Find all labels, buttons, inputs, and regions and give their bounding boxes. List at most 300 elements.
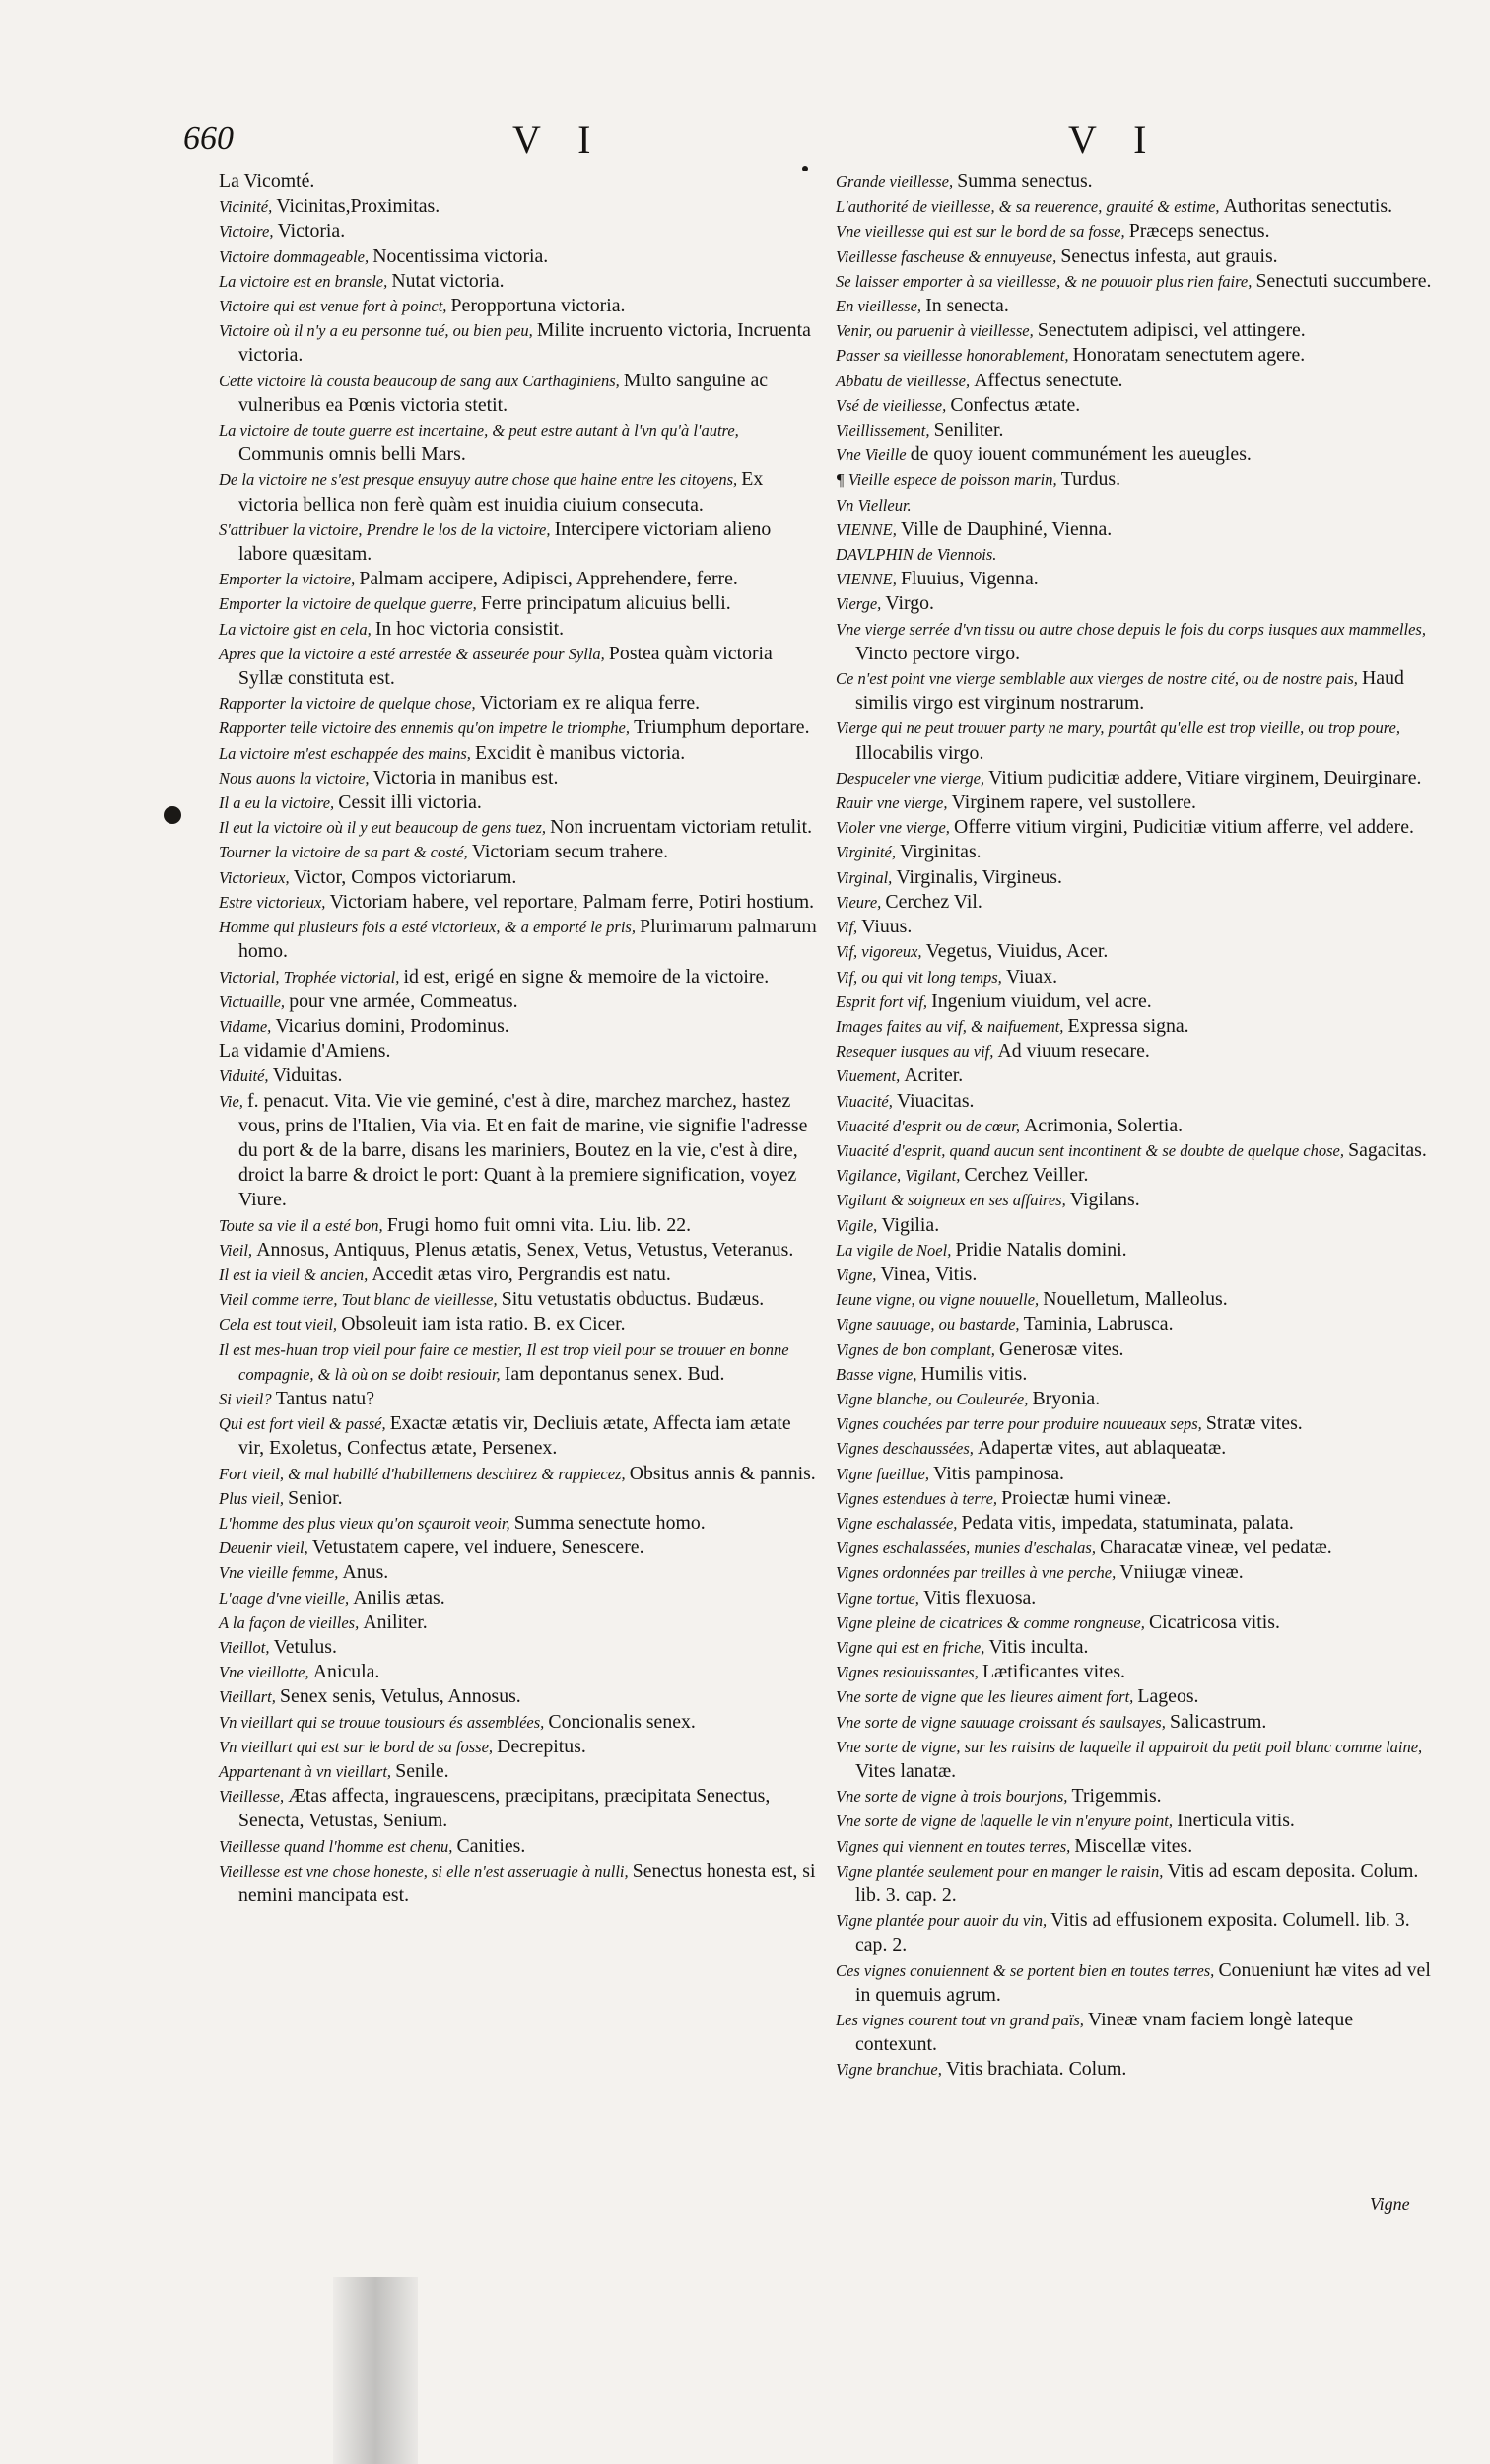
dictionary-entry: [836, 1238, 1435, 1263]
entry-latin: Anicula.: [312, 1661, 380, 1683]
entry-latin: Seniliter.: [933, 419, 1004, 442]
dictionary-entry: [836, 443, 1435, 467]
entry-french: En vieillesse,: [836, 297, 926, 316]
dictionary-entry: [836, 517, 1435, 542]
entry-french: Victoire dommageable,: [219, 246, 373, 266]
entry-latin: Virginem rapere, vel sustollere.: [951, 791, 1196, 814]
dictionary-entry: [836, 1387, 1435, 1411]
dictionary-entry: [836, 1014, 1435, 1039]
dictionary-entry: [219, 1312, 818, 1336]
entry-latin: Vitis pampinosa.: [933, 1462, 1065, 1484]
dictionary-entry: [836, 1362, 1435, 1387]
entry-french: Homme qui plusieurs fois a esté victorieux, & a emporté le pris,: [219, 918, 641, 937]
entry-latin: Vniiugæ vineæ.: [1119, 1561, 1244, 1584]
entry-french: Vne vieille femme,: [219, 1563, 343, 1583]
entry-latin: Vegetus, Viuidus, Acer.: [925, 940, 1109, 963]
entry-latin: Fluuius, Vigenna.: [901, 568, 1039, 590]
entry-french: Vigne fueillue,: [836, 1464, 934, 1483]
entry-latin: Acrimonia, Solertia.: [1024, 1114, 1184, 1136]
entry-latin: Trigemmis.: [1071, 1785, 1162, 1808]
entry-latin: de quoy iouent communément les aueugles.: [910, 444, 1252, 466]
entry-latin: Vetulus.: [273, 1635, 337, 1658]
dictionary-entry: [219, 642, 818, 691]
entry-french: Qui est fort vieil & passé,: [219, 1414, 390, 1434]
dictionary-entry: [836, 815, 1435, 840]
entry-latin: Illocabilis virgo.: [855, 741, 984, 764]
entry-french: Cette victoire là cousta beaucoup de sang aux Carthaginiens,: [219, 371, 624, 390]
entry-french: Vif, vigoreux,: [836, 942, 926, 962]
dictionary-entry: [219, 418, 818, 467]
dictionary-entry: [836, 1436, 1435, 1461]
entry-latin: Generosæ vites.: [999, 1337, 1124, 1360]
entry-latin: Peropportuna victoria.: [450, 295, 626, 317]
entry-french: Vicinité,: [219, 197, 277, 217]
entry-latin: Vitium pudicitiæ addere, Vitiare virginem, Deuirginare.: [988, 766, 1422, 788]
entry-latin: Viuacitas.: [897, 1089, 975, 1112]
dictionary-entry: [836, 194, 1435, 219]
entry-latin: Vincto pectore virgo.: [855, 642, 1021, 664]
entry-french: A la façon de vieilles,: [219, 1612, 364, 1632]
entry-latin: Excidit è manibus victoria.: [475, 741, 686, 764]
entry-french: La victoire de toute guerre est incertaine, & peut estre autant à l'vn qu'à l'autre,: [219, 421, 739, 441]
dictionary-entry: [836, 990, 1435, 1014]
entry-french: Vieillot,: [219, 1637, 274, 1657]
dictionary-entry: [219, 517, 818, 567]
entry-french: Emporter la victoire de quelque guerre,: [219, 594, 481, 614]
entry-french: Basse vigne,: [836, 1364, 921, 1384]
dictionary-entry: [836, 666, 1435, 716]
entry-latin: Nouelletum, Malleolus.: [1043, 1288, 1228, 1311]
dictionary-entry: [219, 591, 818, 616]
dictionary-entry: [219, 1635, 818, 1660]
entry-latin: Humilis vitis.: [920, 1362, 1028, 1385]
entry-latin: Virginalis, Virgineus.: [896, 865, 1062, 888]
entry-latin: Taminia, Labrusca.: [1023, 1313, 1174, 1335]
dictionary-entry: [219, 1511, 818, 1536]
entry-french: Vigilant & soigneux en ses affaires,: [836, 1191, 1070, 1210]
entry-french: Ces vignes conuiennent & se portent bien en toutes terres,: [836, 1960, 1219, 1980]
entry-french: Vieil,: [219, 1240, 257, 1260]
dictionary-entry: [836, 840, 1435, 864]
dictionary-entry: [836, 1635, 1435, 1660]
dictionary-entry: [836, 1138, 1435, 1163]
entry-latin: Vitis ad escam deposita. Colum. lib. 3. cap. 2.: [855, 1859, 1419, 1907]
entry-french: Virginal,: [836, 867, 897, 887]
entry-french: Vignes resiouissantes,: [836, 1663, 982, 1682]
entry-latin: Haud similis virgo est virginum nostrarum.: [855, 667, 1404, 715]
entry-french: Rapporter telle victoire des ennemis qu'on impetre le triomphe,: [219, 719, 635, 738]
dictionary-entry: [836, 617, 1435, 666]
entry-french: Vigne,: [836, 1265, 881, 1284]
entry-french: Si vieil?: [219, 1389, 276, 1408]
entry-french: Vne sorte de vigne que les lieures aiment fort,: [836, 1687, 1138, 1707]
entry-latin: Nutat victoria.: [391, 269, 505, 292]
entry-latin: Intercipere victoriam alieno labore quæsitam.: [238, 517, 772, 566]
entry-latin: Senectuti succumbere.: [1255, 269, 1432, 292]
entry-latin: Cerchez Veiller.: [964, 1164, 1089, 1187]
page-header: [0, 116, 1490, 166]
entry-french: Vignes de bon complant,: [836, 1339, 1000, 1359]
entry-latin: In hoc victoria consistit.: [374, 617, 565, 640]
entry-french: Vierge,: [836, 594, 886, 614]
entry-latin: Lætificantes vites.: [982, 1661, 1125, 1683]
dictionary-entry: [836, 1089, 1435, 1114]
entry-french: Vsé de vieillesse,: [836, 395, 951, 415]
dictionary-entry: [219, 467, 818, 516]
dictionary-entry: [219, 269, 818, 294]
entry-latin: Ingenium viuidum, vel acre.: [931, 990, 1152, 1012]
dictionary-entry: [836, 1039, 1435, 1063]
entry-latin: Cerchez Vil.: [885, 890, 982, 913]
entry-french: Vie,: [219, 1091, 248, 1111]
dictionary-entry: [219, 1462, 818, 1486]
dictionary-entry: [836, 393, 1435, 418]
entry-latin: In senecta.: [925, 295, 1009, 317]
dictionary-entry: [836, 493, 1435, 517]
dictionary-entry: [219, 815, 818, 840]
dictionary-entry: [836, 1486, 1435, 1511]
entry-french: Vigne qui est en friche,: [836, 1637, 989, 1657]
entry-latin: Pridie Natalis domini.: [955, 1238, 1127, 1261]
entry-latin: Acriter.: [904, 1064, 964, 1087]
entry-latin: Iam depontanus senex. Bud.: [504, 1362, 725, 1385]
entry-french: L'homme des plus vieux qu'on sçauroit veoir,: [219, 1513, 514, 1533]
dictionary-entry: [836, 1735, 1435, 1784]
entry-latin: Nocentissima victoria.: [372, 244, 549, 267]
entry-latin: La Vicomté.: [219, 171, 315, 192]
entry-latin: Anilis ætas.: [353, 1586, 445, 1608]
entry-latin: Vinea, Vitis.: [880, 1263, 978, 1285]
entry-latin: Turdus.: [1060, 468, 1121, 491]
entry-french: Viuacité,: [836, 1091, 898, 1111]
dictionary-entry: [219, 1586, 818, 1610]
entry-french: Les vignes courent tout vn grand païs,: [836, 2011, 1089, 2030]
entry-latin: Virginitas.: [900, 841, 982, 863]
dictionary-entry: [219, 1039, 818, 1063]
dictionary-entry: [219, 244, 818, 269]
entry-french: Vieillesse fascheuse & ennuyeuse,: [836, 246, 1061, 266]
entry-latin: Vitis inculta.: [988, 1635, 1089, 1658]
entry-french: Vif, ou qui vit long temps,: [836, 967, 1006, 987]
entry-latin: Senex senis, Vetulus, Annosus.: [280, 1685, 521, 1708]
entry-french: VIENNE,: [836, 570, 901, 589]
entry-french: Il est mes-huan trop vieil pour faire ce mestier, Il est trop vieil pour se trouuer en bonne compagnie, & là où on se doibt resiouir,: [219, 1339, 789, 1384]
entry-french: Apres que la victoire a esté arrestée & asseurée pour Sylla,: [219, 644, 609, 663]
dictionary-entry: [836, 1312, 1435, 1336]
entry-french: Viuement,: [836, 1066, 905, 1086]
entry-french: Vne sorte de vigne sauuage croissant és saulsayes,: [836, 1712, 1170, 1732]
dictionary-entry: [836, 1188, 1435, 1212]
entry-latin: Præceps senectus.: [1128, 220, 1270, 242]
entry-latin: Victoriam ex re aliqua ferre.: [479, 692, 701, 715]
entry-french: Virginité,: [836, 843, 901, 862]
dictionary-entry: [219, 1486, 818, 1511]
page-number: 660: [183, 120, 234, 157]
entry-latin: Ad viuum resecare.: [997, 1040, 1150, 1062]
dictionary-entry: [836, 1958, 1435, 2008]
dictionary-entry: [219, 965, 818, 990]
entry-french: Se laisser emporter à sa vieillesse, & ne pouuoir plus rien faire,: [836, 271, 1256, 291]
entry-french: Vieil comme terre, Tout blanc de vieillesse,: [219, 1290, 502, 1310]
entry-french: Cela est tout vieil,: [219, 1315, 342, 1335]
dictionary-entry: [219, 890, 818, 915]
dictionary-entry: [836, 269, 1435, 294]
dictionary-entry: [836, 1114, 1435, 1138]
dictionary-entry: [836, 1263, 1435, 1287]
entry-french: Despuceler vne vierge,: [836, 768, 989, 787]
entry-french: Vne sorte de vigne, sur les raisins de laquelle il appairoit du petit poil blanc comme laine,: [836, 1737, 1423, 1756]
dictionary-entry: [219, 741, 818, 766]
entry-latin: Vetustatem capere, vel induere, Senescere.: [311, 1537, 644, 1559]
entry-latin: Salicastrum.: [1169, 1710, 1267, 1733]
dictionary-entry: [836, 244, 1435, 269]
dictionary-entry: [836, 1163, 1435, 1188]
dictionary-entry: [836, 567, 1435, 591]
dictionary-entry: [219, 194, 818, 219]
entry-french: Vigne sauuage, ou bastarde,: [836, 1315, 1024, 1335]
dictionary-entry: [219, 1014, 818, 1039]
entry-french: Grande vieillesse,: [836, 172, 958, 191]
dictionary-entry: [219, 1536, 818, 1560]
dictionary-entry: [219, 1660, 818, 1684]
dictionary-entry: [836, 1586, 1435, 1610]
entry-latin: Victoriam habere, vel reportare, Palmam ferre, Potiri hostium.: [329, 890, 815, 913]
entry-latin: La vidamie d'Amiens.: [219, 1040, 391, 1062]
entry-french: La victoire est en bransle,: [219, 271, 392, 291]
dictionary-entry: [836, 716, 1435, 765]
entry-latin: Vineæ vnam faciem longè lateque contexunt.: [855, 2009, 1354, 2056]
entry-latin: Vicinitas,Proximitas.: [276, 195, 440, 218]
entry-latin: Vites lanatæ.: [855, 1760, 957, 1782]
entry-french: Vigile,: [836, 1215, 882, 1235]
entry-latin: Miscellæ vites.: [1074, 1834, 1193, 1857]
entry-french: Toute sa vie il a esté bon,: [219, 1215, 387, 1235]
dictionary-entry: [219, 790, 818, 815]
ink-blot: [802, 166, 808, 171]
entry-latin: Canities.: [456, 1834, 526, 1857]
entry-french: Vigne plantée seulement pour en manger le raisin,: [836, 1861, 1168, 1881]
dictionary-entry: [836, 1337, 1435, 1362]
entry-french: La victoire m'est eschappée des mains,: [219, 743, 475, 763]
entry-latin: Ville de Dauphiné, Vienna.: [901, 517, 1113, 540]
entry-french: Victorieux,: [219, 867, 294, 887]
entry-french: Resequer iusques au vif,: [836, 1042, 998, 1061]
entry-latin: Senile.: [395, 1760, 449, 1782]
dictionary-entry: [836, 890, 1435, 915]
dictionary-entry: [219, 318, 818, 368]
dictionary-entry: [219, 369, 818, 418]
entry-latin: Authoritas senectutis.: [1223, 195, 1393, 218]
entry-latin: Affectus senectute.: [974, 369, 1123, 391]
dictionary-entry: [836, 1213, 1435, 1238]
entry-latin: Postea quàm victoria Syllæ constituta est.: [238, 642, 773, 690]
entry-french: DAVLPHIN de Viennois.: [836, 545, 997, 565]
entry-french: Viuacité d'esprit ou de cœur,: [836, 1116, 1025, 1135]
dictionary-entry: [836, 965, 1435, 990]
entry-latin: id est, erigé en signe & memoire de la victoire.: [403, 965, 770, 988]
dictionary-entry: [219, 691, 818, 716]
entry-latin: Confectus ætate.: [950, 393, 1081, 416]
dictionary-entry: [219, 1784, 818, 1833]
entry-french: Rauir vne vierge,: [836, 793, 952, 813]
entry-french: La victoire gist en cela,: [219, 619, 375, 639]
dictionary-entry: [219, 1560, 818, 1585]
entry-latin: Decrepitus.: [497, 1735, 586, 1757]
dictionary-entry: [219, 1287, 818, 1312]
entry-latin: Vitis flexuosa.: [923, 1586, 1037, 1608]
entry-french: Images faites au vif, & naifuement,: [836, 1016, 1068, 1036]
entry-french: Fort vieil, & mal habillé d'habillemens deschirez & rappiecez,: [219, 1464, 630, 1483]
entry-french: Rapporter la victoire de quelque chose,: [219, 694, 480, 714]
entry-french: Vieillissement,: [836, 421, 934, 441]
running-head-right: V I: [1068, 117, 1161, 162]
entry-french: Vne sorte de vigne de laquelle le vin n'enyure point,: [836, 1812, 1178, 1831]
dictionary-entry: [836, 1660, 1435, 1684]
entry-latin: Bryonia.: [1032, 1387, 1101, 1409]
entry-french: Victorial, Trophée victorial,: [219, 967, 404, 987]
entry-french: L'authorité de vieillesse, & sa reuerence, grauité & estime,: [836, 197, 1224, 217]
entry-french: Passer sa vieillesse honorablement,: [836, 346, 1073, 366]
dictionary-entry: [219, 1710, 818, 1735]
entry-latin: pour vne armée, Commeatus.: [289, 990, 518, 1012]
entry-latin: Ex victoria bellica non ferè quàm est inuidia ciuium consecuta.: [238, 468, 764, 515]
entry-latin: Senior.: [288, 1486, 343, 1509]
dictionary-entry: [836, 1710, 1435, 1735]
dictionary-entry: [836, 1511, 1435, 1536]
entry-french: Vigne branchue,: [836, 2060, 946, 2080]
entry-french: Deuenir vieil,: [219, 1539, 312, 1558]
entry-french: Vigne pleine de cicatrices & comme rongneuse,: [836, 1612, 1149, 1632]
entry-latin: Ætas affecta, ingrauescens, præcipitans, præcipitata Senectus, Senecta, Vetustas, Senium.: [238, 1785, 771, 1832]
dictionary-entry: [836, 1859, 1435, 1908]
dictionary-entry: [836, 1411, 1435, 1436]
entry-french: Vignes qui viennent en toutes terres,: [836, 1836, 1075, 1856]
entry-french: Victoire qui est venue fort à poinct,: [219, 297, 451, 316]
entry-french: Vieillesse quand l'homme est chenu,: [219, 1836, 457, 1856]
entry-french: De la victoire ne s'est presque ensuyuy autre chose que haine entre les citoyens,: [219, 470, 742, 490]
entry-latin: Aniliter.: [363, 1610, 428, 1633]
dictionary-entry: [836, 467, 1435, 492]
dictionary-entry: [219, 1610, 818, 1635]
entry-latin: Viduitas.: [272, 1064, 343, 1087]
dictionary-entry: [836, 369, 1435, 393]
entry-french: Il est ia vieil & ancien,: [219, 1265, 372, 1284]
entry-french: Vignes ordonnées par treilles à vne perche,: [836, 1563, 1120, 1583]
entry-latin: Milite incruento victoria, Incruenta victoria.: [238, 319, 811, 367]
dictionary-entry: [836, 915, 1435, 939]
entry-french: Appartenant à vn vieillart,: [219, 1762, 396, 1781]
entry-latin: Cicatricosa vitis.: [1148, 1610, 1280, 1633]
entry-french: Vidame,: [219, 1016, 276, 1036]
entry-french: Vigne plantée pour auoir du vin,: [836, 1911, 1051, 1931]
entry-latin: Summa senectus.: [957, 171, 1093, 192]
entry-latin: Cessit illi victoria.: [338, 791, 482, 814]
entry-french: Vn vieillart qui est sur le bord de sa fosse,: [219, 1737, 498, 1756]
entry-latin: Sagacitas.: [1348, 1138, 1427, 1161]
dictionary-entry: [836, 766, 1435, 790]
entry-latin: Accedit ætas viro, Pergrandis est natu.: [372, 1263, 671, 1285]
dictionary-entry: [219, 1238, 818, 1263]
entry-french: Estre victorieux,: [219, 892, 330, 912]
dictionary-entry: [219, 1063, 818, 1088]
entry-latin: Victor, Compos victoriarum.: [293, 865, 517, 888]
right-column: [836, 170, 1435, 2083]
dictionary-entry: [219, 865, 818, 890]
entry-latin: Lageos.: [1137, 1685, 1199, 1708]
dictionary-entry: [836, 2057, 1435, 2082]
entry-french: Vne vierge serrée d'vn tissu ou autre chose depuis le fois du corps iusques aux mammelles,: [836, 619, 1426, 639]
dictionary-entry: [219, 567, 818, 591]
entry-french: Violer vne vierge,: [836, 818, 955, 838]
entry-latin: Vitis ad effusionem exposita. Columell. lib. 3. cap. 2.: [855, 1909, 1410, 1956]
entry-french: Vigne blanche, ou Couleurée,: [836, 1389, 1033, 1408]
dictionary-entry: [219, 1759, 818, 1784]
entry-french: Victuaille,: [219, 992, 290, 1011]
entry-latin: Vitis brachiata. Colum.: [945, 2058, 1127, 2081]
entry-french: Victoire,: [219, 222, 278, 241]
entry-latin: Non incruentam victoriam retulit.: [550, 816, 813, 839]
dictionary-entry: [219, 1213, 818, 1238]
entry-latin: Vigilia.: [881, 1213, 940, 1236]
entry-french: Venir, ou paruenir à vieillesse,: [836, 321, 1038, 341]
entry-french: Il a eu la victoire,: [219, 793, 339, 813]
entry-latin: f. penacut. Vita. Vie vie geminé, c'est à dire, marchez marchez, hastez vous, prins de l'Italien, Via via. Et en fait de marine, vie signifie l'adresse du port & de la barre, disans les mariniers, Boutez en la vie, c'est à dire, droict la barre & droict le port: Quant à la premiere signification, voyez Viure.: [238, 1089, 808, 1211]
dictionary-entry: [219, 1684, 818, 1709]
entry-latin: Viuax.: [1005, 965, 1058, 988]
dictionary-entry: [219, 840, 818, 864]
dictionary-entry: [219, 1263, 818, 1287]
entry-french: Vigne tortue,: [836, 1588, 924, 1608]
entry-french: Vignes couchées par terre pour produire nouueaux seps,: [836, 1414, 1206, 1434]
entry-french: Vieillesse est vne chose honeste, si elle n'est asseruagie à nulli,: [219, 1861, 633, 1881]
dictionary-entry: [836, 1063, 1435, 1088]
dictionary-entry: [836, 1536, 1435, 1560]
dictionary-entry: [836, 591, 1435, 616]
entry-latin: Victoria.: [277, 220, 346, 242]
entry-french: Vne vieillesse qui est sur le bord de sa fosse,: [836, 222, 1129, 241]
entry-latin: Victoria in manibus est.: [372, 766, 559, 788]
entry-latin: Tantus natu?: [275, 1387, 374, 1409]
dictionary-entry: [836, 343, 1435, 368]
entry-latin: Frugi homo fuit omni vita. Liu. lib. 22.: [386, 1213, 692, 1236]
entry-latin: Triumphum deportare.: [634, 717, 810, 739]
entry-french: VIENNE,: [836, 519, 901, 539]
entry-french: Viuacité d'esprit, quand aucun sent incontinent & se doubte de quelque chose,: [836, 1140, 1349, 1160]
entry-french: La vigile de Noel,: [836, 1240, 956, 1260]
dictionary-entry: [836, 1560, 1435, 1585]
entry-french: Vne Vieille: [836, 445, 911, 465]
dictionary-entry: [836, 1610, 1435, 1635]
dictionary-entry: [836, 1287, 1435, 1312]
dictionary-entry: [219, 1089, 818, 1213]
entry-french: L'aage d'vne vieille,: [219, 1588, 354, 1608]
entry-latin: Offerre vitium virgini, Pudicitiæ vitium afferre, vel addere.: [954, 816, 1414, 839]
entry-latin: Exactæ ætatis vir, Decliuis ætate, Affecta iam ætate vir, Exoletus, Confectus ætate, Persenex.: [238, 1412, 791, 1460]
entry-french: Vigne eschalassée,: [836, 1513, 962, 1533]
entry-french: ¶ Vieille espece de poisson marin,: [836, 470, 1061, 490]
entry-french: Ieune vigne, ou vigne nouuelle,: [836, 1290, 1044, 1310]
entry-french: Vn vieillart qui se trouue tousiours és assemblées,: [219, 1712, 549, 1732]
dictionary-entry: [219, 1859, 818, 1908]
entry-latin: Honoratam senectutem agere.: [1072, 344, 1306, 367]
entry-latin: Plurimarum palmarum homo.: [238, 916, 817, 963]
dictionary-entry: [836, 318, 1435, 343]
entry-french: Vieillesse,: [219, 1787, 289, 1807]
entry-french: Viduité,: [219, 1066, 273, 1086]
entry-latin: Proiectæ humi vineæ.: [1001, 1486, 1172, 1509]
entry-latin: Multo sanguine ac vulneribus ea Pœnis victoria stetit.: [238, 369, 769, 416]
entry-french: Emporter la victoire,: [219, 570, 360, 589]
